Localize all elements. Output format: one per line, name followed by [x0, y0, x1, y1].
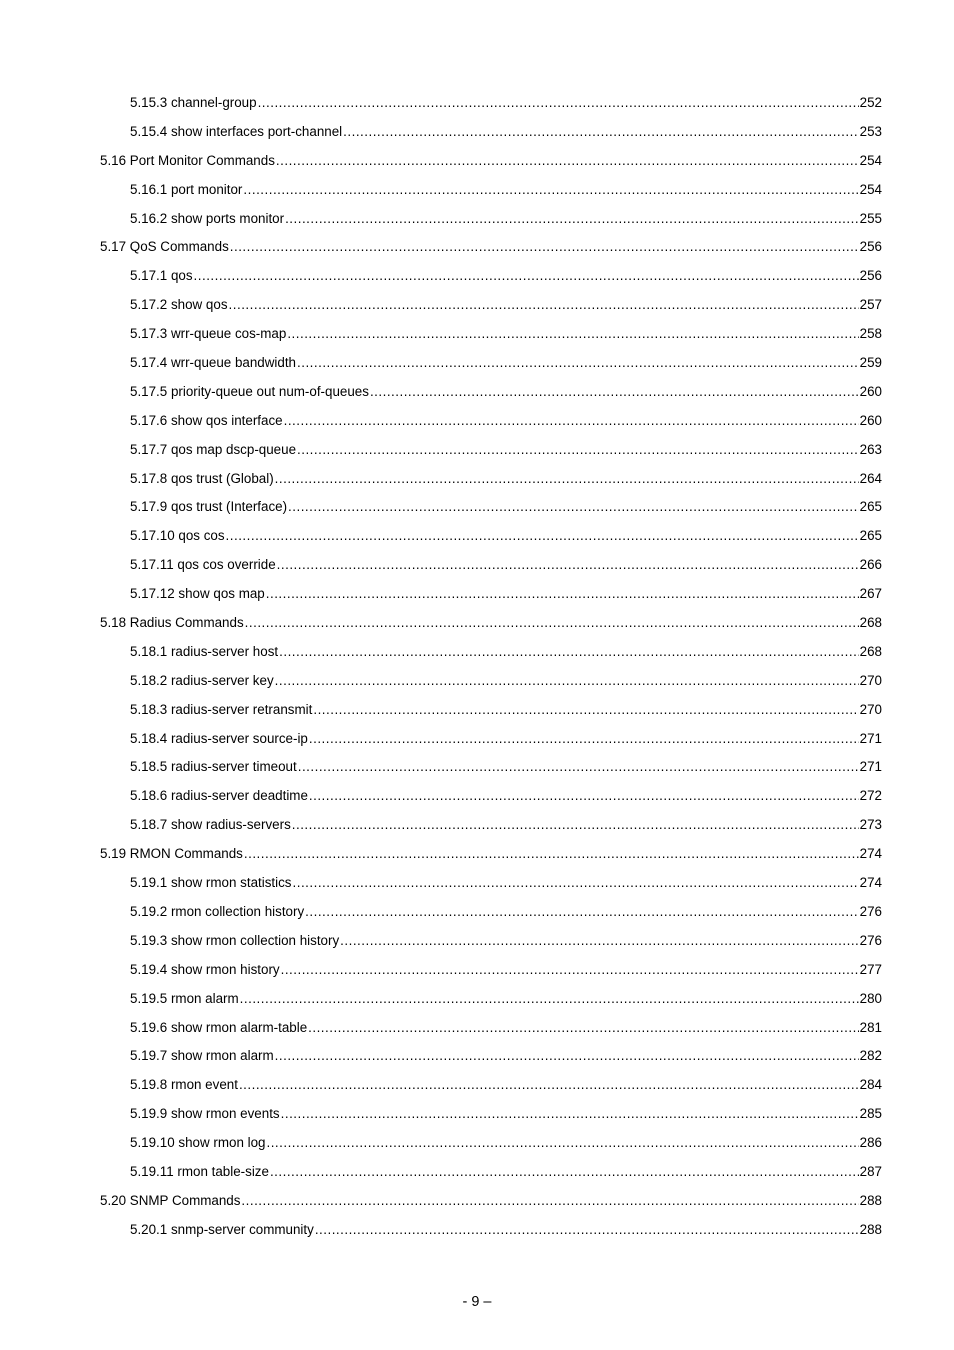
toc-entry[interactable] [100, 349, 882, 378]
toc-entry-page: 256 [859, 268, 882, 284]
toc-entry-page: 254 [859, 181, 882, 197]
toc-dot-leader [370, 378, 859, 407]
toc-entry-page: 259 [859, 355, 882, 371]
toc-entry[interactable] [100, 233, 882, 262]
toc-entry-page: 276 [859, 932, 882, 948]
toc-entry-page: 253 [859, 123, 882, 139]
toc-entry-title: 5.19.2 rmon collection history [130, 903, 305, 919]
toc-entry[interactable] [100, 1071, 882, 1100]
toc-entry-page: 274 [859, 875, 882, 891]
toc-entry-title: 5.18.7 show radius-servers [130, 817, 291, 833]
toc-entry[interactable] [100, 811, 882, 840]
toc-dot-leader [279, 638, 859, 667]
toc-entry-page: 266 [859, 557, 882, 573]
toc-entry-page: 280 [859, 990, 882, 1006]
toc-dot-leader [308, 1014, 859, 1043]
toc-entry[interactable] [100, 1158, 882, 1187]
toc-dot-leader [281, 1100, 859, 1129]
toc-dot-leader [292, 811, 859, 840]
toc-entry-page: 263 [859, 441, 882, 457]
toc-entry[interactable] [100, 869, 882, 898]
toc-entry-page: 254 [859, 152, 882, 168]
toc-entry-title: 5.17.12 show qos map [130, 586, 265, 602]
toc-entry-title: 5.17.4 wrr-queue bandwidth [130, 355, 297, 371]
toc-entry[interactable] [100, 956, 882, 985]
toc-entry-title: 5.17 QoS Commands [100, 239, 229, 255]
toc-dot-leader [194, 262, 859, 291]
toc-entry-page: 271 [859, 759, 882, 775]
toc-entry-title: 5.19.11 rmon table-size [130, 1163, 269, 1179]
toc-entry-title: 5.17.11 qos cos override [130, 557, 276, 573]
toc-entry-page: 281 [859, 1019, 882, 1035]
toc-entry-page: 284 [859, 1077, 882, 1093]
toc-entry-title: 5.19.7 show rmon alarm [130, 1048, 274, 1064]
toc-entry-page: 270 [859, 701, 882, 717]
toc-entry-page: 265 [859, 528, 882, 544]
toc-entry-page: 285 [859, 1106, 882, 1122]
toc-entry-page: 268 [859, 615, 882, 631]
toc-dot-leader [285, 205, 859, 234]
table-of-contents [100, 89, 882, 1245]
toc-entry-title: 5.17.7 qos map dscp-queue [130, 441, 297, 457]
toc-entry-page: 267 [859, 586, 882, 602]
toc-entry-page: 271 [859, 730, 882, 746]
toc-dot-leader [266, 580, 859, 609]
toc-entry-page: 273 [859, 817, 882, 833]
toc-entry-page: 272 [859, 788, 882, 804]
toc-entry[interactable] [100, 927, 882, 956]
toc-entry-title: 5.17.3 wrr-queue cos-map [130, 326, 287, 342]
toc-dot-leader [287, 320, 858, 349]
toc-entry[interactable] [100, 638, 882, 667]
toc-entry[interactable] [100, 551, 882, 580]
toc-entry-title: 5.15.3 channel-group [130, 95, 257, 110]
toc-entry[interactable] [100, 522, 882, 551]
toc-entry-title: 5.19.10 show rmon log [130, 1135, 266, 1151]
toc-dot-leader [245, 609, 859, 638]
toc-entry-page: 277 [859, 961, 882, 977]
toc-entry[interactable] [100, 1216, 882, 1245]
toc-entry-page: 288 [859, 1221, 882, 1237]
toc-dot-leader [275, 1042, 859, 1071]
toc-entry-page: 260 [859, 412, 882, 428]
toc-entry-title: 5.19.6 show rmon alarm-table [130, 1019, 308, 1035]
toc-entry[interactable] [100, 1187, 882, 1216]
toc-dot-leader [343, 118, 859, 147]
toc-entry-title: 5.19.5 rmon alarm [130, 990, 239, 1006]
toc-dot-leader [315, 1216, 859, 1245]
toc-dot-leader [281, 956, 859, 985]
toc-dot-leader [241, 1187, 858, 1216]
toc-entry-page: 274 [859, 846, 882, 862]
toc-entry-page: 282 [859, 1048, 882, 1064]
toc-entry-title: 5.16.1 port monitor [130, 181, 243, 197]
toc-entry[interactable] [100, 609, 882, 638]
toc-entry[interactable] [100, 291, 882, 320]
toc-entry-page: 276 [859, 903, 882, 919]
toc-entry-title: 5.20 SNMP Commands [100, 1192, 241, 1208]
toc-dot-leader [244, 840, 859, 869]
toc-entry-page: 286 [859, 1135, 882, 1151]
toc-entry[interactable] [100, 985, 882, 1014]
toc-entry[interactable] [100, 465, 882, 494]
toc-entry-title: 5.15.4 show interfaces port-channel [130, 123, 343, 139]
toc-entry[interactable] [100, 407, 882, 436]
toc-entry[interactable] [100, 118, 882, 147]
toc-entry-title: 5.16.2 show ports monitor [130, 210, 285, 226]
toc-entry[interactable] [100, 378, 882, 407]
toc-dot-leader [293, 869, 859, 898]
toc-dot-leader [258, 89, 859, 118]
toc-dot-leader [229, 291, 859, 320]
toc-dot-leader [305, 898, 858, 927]
toc-dot-leader [230, 233, 859, 262]
toc-entry-title: 5.18.6 radius-server deadtime [130, 788, 308, 804]
toc-entry[interactable] [100, 580, 882, 609]
toc-entry-page: 258 [859, 326, 882, 342]
page-number: - 9 – [462, 1294, 492, 1310]
toc-entry-title: 5.18.1 radius-server host [130, 643, 279, 659]
toc-entry-page: 252 [859, 95, 882, 110]
toc-dot-leader [277, 551, 859, 580]
toc-entry[interactable] [100, 840, 882, 869]
toc-entry-title: 5.18.5 radius-server timeout [130, 759, 297, 775]
toc-entry[interactable] [100, 205, 882, 234]
toc-entry-page: 260 [859, 383, 882, 399]
toc-entry[interactable] [100, 667, 882, 696]
toc-entry-title: 5.19 RMON Commands [100, 846, 243, 862]
toc-entry-page: 265 [859, 499, 882, 515]
toc-entry[interactable] [100, 1014, 882, 1043]
toc-entry-title: 5.20.1 snmp-server community [130, 1221, 314, 1237]
toc-entry[interactable] [100, 262, 882, 291]
toc-entry-title: 5.17.8 qos trust (Global) [130, 470, 274, 486]
toc-dot-leader [288, 493, 859, 522]
toc-dot-leader [243, 176, 858, 205]
toc-entry-title: 5.19.3 show rmon collection history [130, 932, 340, 948]
toc-entry[interactable] [100, 176, 882, 205]
toc-entry[interactable] [100, 1129, 882, 1158]
toc-entry[interactable] [100, 753, 882, 782]
toc-entry[interactable] [100, 696, 882, 725]
toc-entry-page: 255 [859, 210, 882, 226]
toc-entry-title: 5.19.4 show rmon history [130, 961, 280, 977]
toc-entry-page: 270 [859, 672, 882, 688]
toc-entry-title: 5.18.3 radius-server retransmit [130, 701, 313, 717]
toc-entry-title: 5.19.9 show rmon events [130, 1106, 280, 1122]
toc-entry[interactable] [100, 898, 882, 927]
toc-entry[interactable] [100, 1100, 882, 1129]
toc-entry-page: 264 [859, 470, 882, 486]
toc-entry-title: 5.17.9 qos trust (Interface) [130, 499, 288, 515]
toc-dot-leader [284, 407, 859, 436]
toc-dot-leader [275, 667, 859, 696]
toc-dot-leader [239, 1071, 859, 1100]
toc-entry[interactable] [100, 493, 882, 522]
toc-dot-leader [270, 1158, 859, 1187]
toc-entry-title: 5.16 Port Monitor Commands [100, 152, 275, 168]
toc-entry-page: 257 [859, 297, 882, 313]
toc-entry[interactable] [100, 89, 882, 118]
toc-dot-leader [240, 985, 859, 1014]
toc-dot-leader [309, 782, 859, 811]
toc-entry-title: 5.19.8 rmon event [130, 1077, 238, 1093]
toc-entry[interactable] [100, 436, 882, 465]
toc-entry-page: 288 [859, 1192, 882, 1208]
toc-entry[interactable] [100, 147, 882, 176]
toc-entry[interactable] [100, 782, 882, 811]
toc-entry-title: 5.17.10 qos cos [130, 528, 225, 544]
toc-entry-title: 5.17.2 show qos [130, 297, 228, 313]
toc-entry-title: 5.17.6 show qos interface [130, 412, 283, 428]
toc-entry-title: 5.18 Radius Commands [100, 615, 244, 631]
toc-entry-title: 5.17.5 priority-queue out num-of-queues [130, 383, 369, 399]
toc-entry-title: 5.19.1 show rmon statistics [130, 875, 292, 891]
toc-entry-page: 268 [859, 643, 882, 659]
toc-entry-title: 5.18.4 radius-server source-ip [130, 730, 308, 746]
toc-dot-leader [297, 349, 859, 378]
toc-entry-title: 5.17.1 qos [130, 268, 193, 284]
toc-dot-leader [275, 465, 859, 494]
toc-entry-title: 5.18.2 radius-server key [130, 672, 274, 688]
toc-dot-leader [226, 522, 859, 551]
toc-entry[interactable] [100, 320, 882, 349]
toc-dot-leader [298, 753, 859, 782]
toc-dot-leader [340, 927, 859, 956]
toc-entry[interactable] [100, 1042, 882, 1071]
toc-entry-page: 287 [859, 1163, 882, 1179]
toc-entry-page: 256 [859, 239, 882, 255]
toc-dot-leader [309, 725, 859, 754]
toc-dot-leader [276, 147, 859, 176]
toc-dot-leader [313, 696, 858, 725]
toc-dot-leader [266, 1129, 858, 1158]
toc-entry[interactable] [100, 725, 882, 754]
toc-dot-leader [297, 436, 859, 465]
